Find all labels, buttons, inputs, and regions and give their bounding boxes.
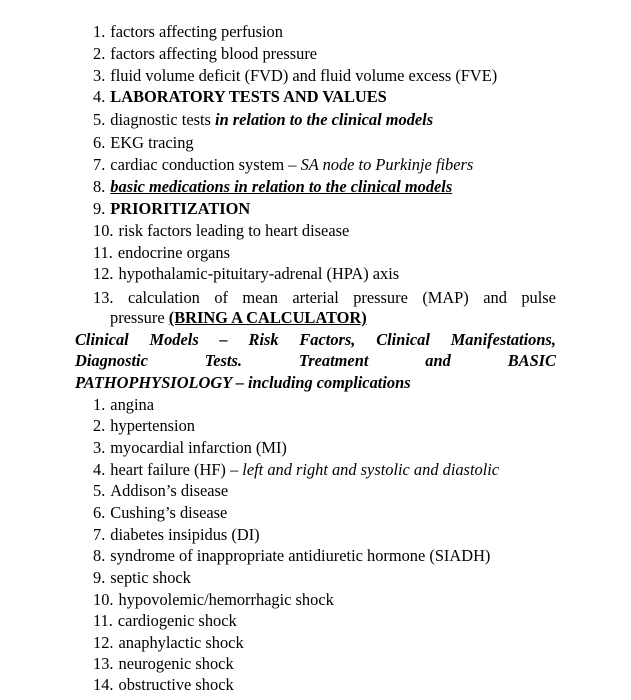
item-text: hypertension	[110, 416, 195, 435]
word: Clinical	[376, 330, 430, 349]
item-text: hypothalamic-pituitary-adrenal (HPA) axis	[118, 264, 400, 283]
item-number: 3.	[93, 438, 106, 457]
list-one-item	[93, 44, 317, 66]
item-text: hypovolemic/hemorrhagic shock	[118, 590, 334, 609]
list-two-item	[93, 654, 234, 676]
list-one-item	[93, 110, 433, 132]
list-one-item-continuation	[110, 308, 367, 330]
word: of	[214, 288, 228, 307]
item-number: 11.	[93, 243, 113, 262]
list-two-item	[93, 503, 227, 525]
item-number: 3.	[93, 66, 106, 85]
item-emphasis: in relation to the clinical models	[215, 110, 434, 129]
list-two-item	[93, 611, 237, 633]
list-one-item	[93, 177, 452, 199]
word: Risk	[248, 330, 279, 349]
word: calculation	[127, 288, 200, 307]
list-two-item	[93, 438, 287, 460]
item-number: 9.	[93, 568, 106, 587]
word: Diagnostic	[75, 351, 148, 370]
word: pulse	[521, 288, 556, 307]
word: Factors,	[299, 330, 356, 349]
item-number: 6.	[93, 503, 106, 522]
item-number: 5.	[93, 110, 106, 129]
item-number: 12.	[93, 264, 114, 283]
item-text: syndrome of inappropriate antidiuretic hormone (SIADH)	[110, 546, 491, 565]
item-text: myocardial infarction (MI)	[110, 438, 287, 457]
word: Manifestations,	[450, 330, 556, 349]
item-text: septic shock	[110, 568, 191, 587]
item-number: 10.	[93, 590, 114, 609]
list-one-item	[93, 221, 349, 243]
item-text: factors affecting blood pressure	[110, 44, 318, 63]
word: Treatment	[298, 351, 369, 370]
list-two-item	[93, 590, 334, 612]
item-number: 7.	[93, 155, 106, 174]
item-emphasis: SA node to Purkinje fibers	[300, 155, 474, 174]
word: BASIC	[507, 351, 556, 370]
word: Clinical	[75, 330, 129, 349]
list-two-item	[93, 525, 260, 547]
item-number: 2.	[93, 44, 106, 63]
word: and	[425, 351, 451, 370]
list-one-item	[93, 22, 283, 44]
item-number: 13.	[93, 288, 114, 307]
list-one-item	[93, 264, 399, 286]
list-two-item	[93, 675, 234, 697]
list-two-item	[93, 481, 228, 503]
list-two-item	[93, 416, 195, 438]
item-text: factors affecting perfusion	[110, 22, 283, 41]
item-number: 9.	[93, 199, 106, 218]
section-heading-line-2	[75, 351, 556, 373]
item-text: anaphylactic shock	[118, 633, 244, 652]
item-emphasis: left and right and systolic and diastolic	[242, 460, 500, 479]
list-one-item	[93, 199, 250, 221]
item-text: diagnostic tests	[110, 110, 211, 129]
item-number: 12.	[93, 633, 114, 652]
heading-text: PATHOPHYSIOLOGY – including complications	[75, 373, 411, 392]
item-number: 4.	[93, 460, 106, 479]
list-two-item	[93, 395, 154, 417]
item-text: endocrine organs	[117, 243, 231, 262]
list-one-item	[93, 87, 387, 109]
word: pressure	[353, 288, 408, 307]
list-one-item	[93, 66, 497, 88]
item-number: 4.	[93, 87, 106, 106]
item-text: angina	[110, 395, 154, 414]
item-text: cardiogenic shock	[117, 611, 237, 630]
item-number: 2.	[93, 416, 106, 435]
list-one-item	[93, 155, 473, 177]
item-text: obstructive shock	[118, 675, 234, 694]
item-text: fluid volume deficit (FVD) and fluid volume excess (FVE)	[110, 66, 498, 85]
word: and	[483, 288, 507, 307]
item-number: 6.	[93, 133, 106, 152]
item-text: neurogenic shock	[118, 654, 234, 673]
word: mean	[242, 288, 278, 307]
list-one-item	[93, 133, 194, 155]
item-number: 14.	[93, 675, 114, 694]
item-number: 13.	[93, 654, 114, 673]
item-text: Addison’s disease	[110, 481, 229, 500]
item-text: cardiac conduction system –	[110, 155, 297, 174]
item-text: EKG tracing	[110, 133, 194, 152]
word: Tests.	[204, 351, 242, 370]
item-text: pressure	[110, 308, 165, 327]
word: Models	[149, 330, 199, 349]
item-text: LABORATORY TESTS AND VALUES	[110, 87, 387, 106]
item-text: Cushing’s disease	[110, 503, 228, 522]
list-one-item	[93, 243, 230, 265]
list-two-item	[93, 633, 244, 655]
item-number: 1.	[93, 395, 106, 414]
list-two-item	[93, 460, 499, 482]
item-number: 8.	[93, 546, 106, 565]
item-number: 1.	[93, 22, 106, 41]
item-text: basic medications in relation to the clinical models	[110, 177, 453, 196]
item-text: diabetes insipidus (DI)	[110, 525, 260, 544]
item-emphasis: (BRING A CALCULATOR)	[168, 308, 367, 327]
list-two-item	[93, 546, 490, 568]
list-two-item	[93, 568, 191, 590]
list-one-item-13	[93, 288, 556, 310]
item-number: 7.	[93, 525, 106, 544]
section-heading-line-3	[75, 373, 411, 395]
item-text: risk factors leading to heart disease	[118, 221, 350, 240]
section-heading-line-1	[75, 330, 556, 352]
word: (MAP)	[422, 288, 469, 307]
word: arterial	[292, 288, 339, 307]
word: –	[219, 330, 228, 349]
item-number: 11.	[93, 611, 113, 630]
item-text: heart failure (HF) –	[110, 460, 239, 479]
item-text: PRIORITIZATION	[110, 199, 251, 218]
item-number: 5.	[93, 481, 106, 500]
item-number: 10.	[93, 221, 114, 240]
item-number: 8.	[93, 177, 106, 196]
